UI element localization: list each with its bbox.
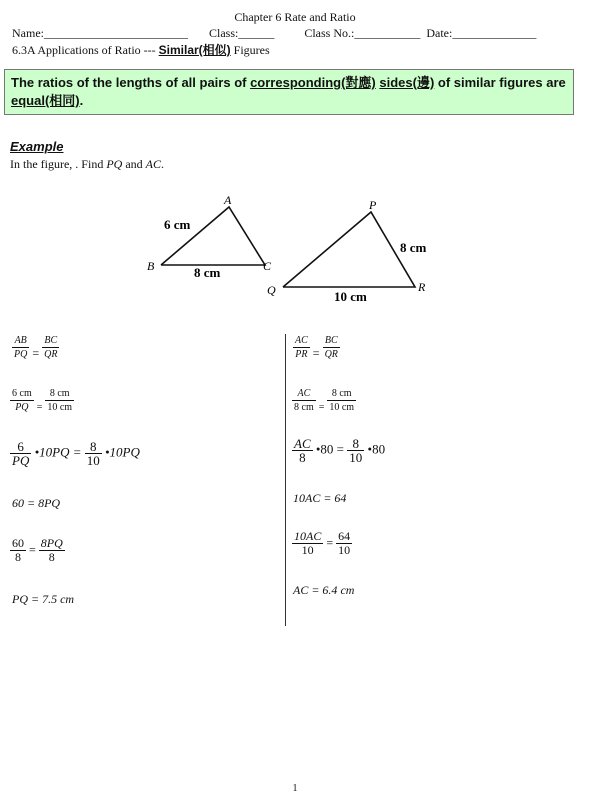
left-step-4: 60 = 8PQ (12, 496, 61, 510)
frac-numerator: 10AC (294, 529, 322, 543)
right-step-3 (292, 437, 385, 464)
equals-sign: = (32, 346, 40, 361)
example-text (10, 157, 164, 172)
right-step-5 (292, 530, 352, 557)
left-step-2 (10, 387, 74, 414)
frac-numerator: 64 (338, 529, 351, 543)
frac-denominator: 8 (15, 550, 21, 564)
section-suffix: Figures (230, 43, 270, 57)
frac-denominator: PR (295, 349, 308, 360)
vertex-p: P (369, 198, 377, 212)
frac-numerator: BC (323, 334, 340, 348)
column-divider (285, 334, 286, 626)
rule-text-2: of similar figures are (434, 75, 566, 90)
frac-denominator: 10 (86, 453, 100, 468)
vertex-b: B (147, 259, 155, 273)
similar-triangles-figure (140, 190, 440, 310)
frac-denominator: QR (324, 349, 338, 360)
step-middle: •80 = (315, 441, 345, 457)
left-step-6 (12, 592, 74, 607)
frac-denominator: 10 (301, 543, 314, 557)
frac-numerator: BC (42, 334, 59, 348)
frac-numerator: AC (292, 387, 316, 401)
right-step-4: 10AC = 64 (293, 491, 347, 505)
equals-sign: = (326, 535, 334, 550)
answer-unit: cm (60, 592, 75, 606)
label-bc: 8 cm (194, 265, 221, 280)
label-qr: 10 cm (334, 289, 367, 304)
frac-denominator: 10 cm (47, 402, 73, 413)
triangle-abc (161, 207, 265, 265)
frac-numerator: AC (294, 436, 311, 451)
vertex-r: R (418, 280, 426, 294)
section-keyword: Similar(相似) (158, 43, 231, 57)
frac-denominator: 10 cm (329, 402, 355, 413)
step-end: •80 (367, 441, 386, 457)
frac-numerator: 6 (10, 440, 31, 454)
section-prefix: 6.3A Applications of Ratio --- (12, 43, 159, 57)
vertex-c: C (263, 259, 272, 273)
frac-denominator: QR (44, 349, 58, 360)
label-pr: 8 cm (400, 240, 427, 255)
frac-denominator: 8 (299, 450, 306, 465)
equals-sign: = (318, 402, 325, 414)
frac-denominator: 8 cm (294, 402, 314, 413)
frac-denominator: PQ (15, 402, 29, 413)
example-pq: PQ (106, 157, 123, 171)
example-heading: Example (10, 139, 64, 154)
example-ac: AC (145, 157, 161, 171)
step-middle: •10PQ = (34, 444, 82, 460)
vertex-q: Q (267, 283, 276, 297)
rule-corresponding: corresponding(對應) (250, 75, 376, 90)
triangle-pqr (283, 212, 415, 287)
equals-sign: = (36, 402, 43, 414)
chapter-title: Chapter 6 Rate and Ratio (234, 10, 356, 24)
answer-lhs: PQ = 7.5 (12, 592, 58, 606)
answer-unit: cm (340, 583, 355, 597)
frac-denominator: 10 (349, 450, 363, 465)
left-step-3 (10, 440, 140, 467)
frac-numerator: 8 cm (327, 387, 356, 401)
example-period: . (161, 157, 164, 171)
frac-numerator: 8 cm (45, 387, 74, 401)
student-info-line: Name:________________________ Class:______ Class No.:___________ Date:______________ (12, 26, 537, 40)
rule-sides: sides(邊) (379, 75, 435, 90)
vertex-a: A (224, 193, 232, 207)
rule-end: . (79, 93, 84, 108)
label-ab: 6 cm (164, 217, 191, 232)
frac-numerator: 8PQ (40, 536, 63, 550)
left-step-5 (10, 537, 65, 564)
equals-sign: = (29, 542, 36, 557)
page-number: 1 (292, 783, 298, 794)
rule-equal: equal(相同) (11, 93, 80, 108)
rule-box (4, 69, 574, 115)
frac-denominator: PQ (14, 349, 28, 360)
frac-denominator: PQ (12, 453, 30, 468)
step-end: •10PQ (105, 444, 140, 460)
frac-numerator: 8 (347, 437, 364, 451)
rule-text-1: The ratios of the lengths of all pairs of (11, 75, 251, 90)
left-step-1 (12, 334, 59, 361)
equals-sign: = (312, 346, 320, 361)
section-title (12, 41, 270, 58)
example-and: and (122, 157, 146, 171)
frac-numerator: AC (295, 335, 308, 346)
answer-lhs: AC = 6.4 (293, 583, 338, 597)
right-step-1 (293, 334, 340, 361)
frac-numerator: 8 (85, 440, 102, 454)
frac-numerator: 6 cm (12, 388, 32, 399)
frac-denominator: 8 (48, 550, 55, 564)
frac-numerator: 60 (12, 536, 24, 550)
frac-denominator: 10 (338, 543, 351, 557)
right-step-2 (292, 387, 356, 414)
frac-numerator: AB (12, 334, 29, 348)
right-step-6 (293, 583, 354, 598)
example-text-prefix: In the figure, . Find (10, 157, 107, 171)
